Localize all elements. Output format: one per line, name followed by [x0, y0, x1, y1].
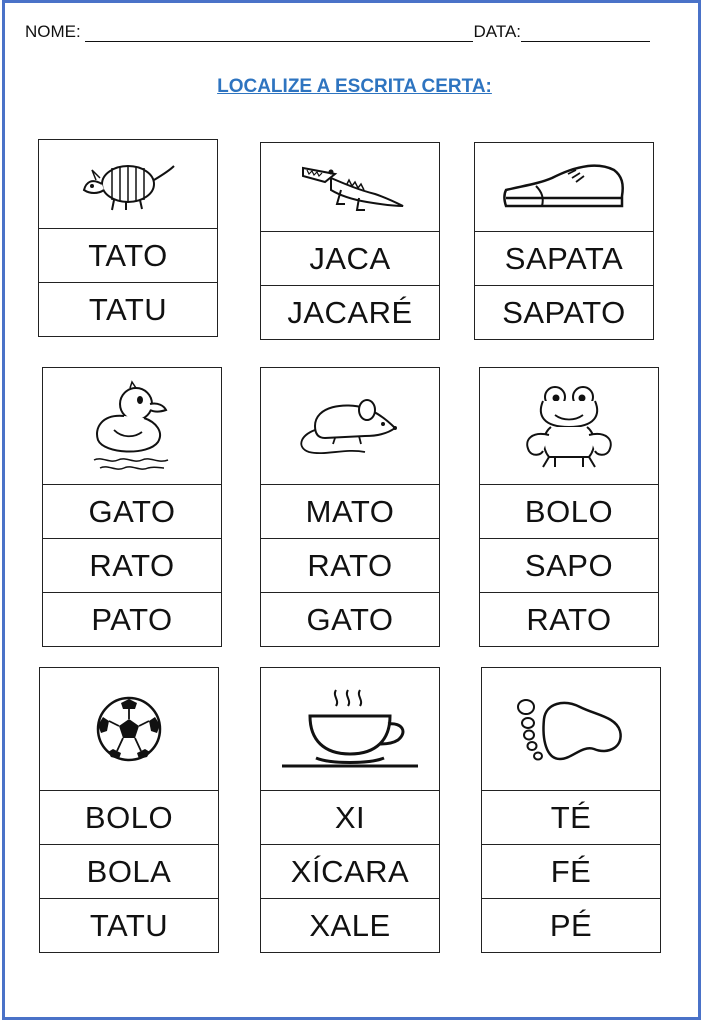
word-option[interactable]: BOLA — [40, 845, 218, 899]
teacup-icon — [261, 668, 439, 791]
word-card-cup — [260, 667, 440, 953]
word-option[interactable]: TATU — [89, 907, 169, 943]
mouse-icon — [261, 368, 439, 485]
word-option[interactable]: SAPATA — [475, 232, 653, 286]
page-title: LOCALIZE A ESCRITA CERTA: — [217, 76, 492, 97]
word-option[interactable]: SAPATO — [502, 294, 626, 330]
word-option[interactable]: RATO — [526, 601, 612, 637]
word-option[interactable]: PÉ — [549, 907, 593, 943]
frog-icon — [480, 368, 658, 485]
word-option[interactable]: GATO — [306, 601, 394, 637]
word-option[interactable]: XÍCARA — [261, 845, 439, 899]
word-option[interactable]: JACA — [261, 232, 439, 286]
name-label: NOME: — [25, 22, 81, 41]
shoe-icon — [475, 143, 653, 232]
word-option[interactable]: RATO — [261, 539, 439, 593]
word-option[interactable]: XALE — [309, 907, 391, 943]
word-card-armadillo — [38, 139, 218, 337]
name-field-line[interactable] — [85, 23, 473, 42]
word-option[interactable]: XI — [261, 791, 439, 845]
worksheet-header — [25, 22, 677, 42]
footprint-icon — [482, 668, 660, 791]
word-option[interactable]: BOLO — [480, 485, 658, 539]
word-option[interactable]: JACARÉ — [287, 294, 413, 330]
word-option[interactable]: MATO — [261, 485, 439, 539]
word-card-ball — [39, 667, 219, 953]
duck-icon — [43, 368, 221, 485]
date-label: DATA: — [473, 22, 522, 41]
word-option[interactable]: GATO — [43, 485, 221, 539]
word-card-alligator — [260, 142, 440, 340]
word-option[interactable]: RATO — [43, 539, 221, 593]
word-card-foot — [481, 667, 661, 953]
date-field-line[interactable] — [521, 23, 650, 42]
word-option[interactable]: FÉ — [482, 845, 660, 899]
word-card-mouse — [260, 367, 440, 647]
word-option[interactable]: PATO — [91, 601, 173, 637]
word-option[interactable]: SAPO — [480, 539, 658, 593]
word-card-duck — [42, 367, 222, 647]
word-card-shoe — [474, 142, 654, 340]
word-option[interactable]: TATO — [39, 229, 217, 283]
word-option[interactable]: TATU — [88, 291, 168, 327]
alligator-icon — [261, 143, 439, 232]
word-option[interactable]: BOLO — [40, 791, 218, 845]
armadillo-icon — [39, 140, 217, 229]
soccer-ball-icon — [40, 668, 218, 791]
word-card-frog — [479, 367, 659, 647]
word-option[interactable]: TÉ — [482, 791, 660, 845]
